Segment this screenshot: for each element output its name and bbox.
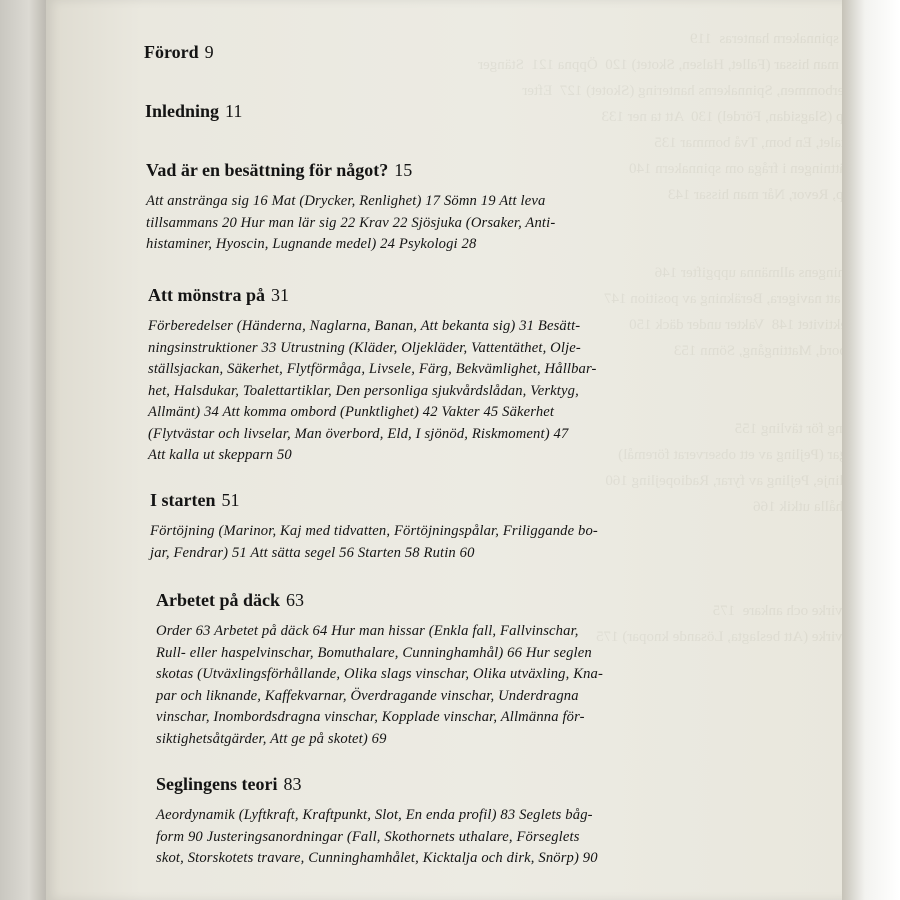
section-heading (156, 590, 603, 611)
toc-section-besattning (146, 160, 555, 256)
section-entries (146, 191, 555, 256)
section-heading (144, 42, 214, 63)
entry-line: Rull- eller haspelvinschar, Bomuthalare, Cunninghamhål) 66 Hur seglen (156, 644, 592, 661)
section-title: I starten (150, 490, 216, 510)
entry-line: form 90 Justeringsanordningar (Fall, Skothornets uthalare, Förseglets (156, 828, 580, 845)
toc-section-starten (150, 490, 598, 564)
section-entries (156, 805, 598, 870)
entry-line: Allmänt) 34 Att komma ombord (Punktlighet) 42 Vakter 45 Säkerhet (148, 404, 555, 420)
entry-line: tillsammans 20 Hur man lär sig 22 Krav 22 Sjösjuka (Orsaker, Anti- (146, 214, 556, 231)
section-page-number: 11 (225, 101, 243, 121)
entry-line: histaminer, Hyoscin, Lugnande medel) 24 Psykologi 28 (146, 236, 477, 252)
toc-section-teori (156, 774, 598, 870)
entry-line: skot, Storskotets travare, Cunninghamhålet, Kicktalja och dirk, Snörp) 90 (156, 850, 598, 866)
section-title: Arbetet på däck (156, 590, 280, 610)
section-entries (148, 316, 597, 467)
background-edge (842, 0, 900, 900)
section-heading (150, 490, 598, 511)
section-page-number: 83 (283, 774, 302, 794)
section-entries (150, 521, 598, 564)
toc-section-monstra (148, 285, 597, 467)
section-page-number: 15 (394, 160, 413, 180)
show-through-text: spinnakern hanteras 119 man hissar (Fallet, Halsen, Skotet) 120 Öppna 121 Stänger nakerbommen, Spinnakerns hantering (Skotet) 127 Efter (Slagsidan, Fördel) 130 Att ta ner 133 flertalet, En bom, Två bommar 135 besättningen i fråga om spinnakern 140 Revor, Når man hissar 143 sattningens allmänna uppgifter 146 att navigera, Beräkning av position 147 Effektivitet 148 Vakter under däck 150 ombord, Mattingång, Sömn 153 för tävling 155 (Pejling av ett observerat föremål) Enslinje, Pejling av fyrar, Radiopejling 160 hålla utkik 166 Tågvirke och ankare 175 Tågvirke (Att beslagta, Lösande knopar) 175 (478, 31, 866, 645)
section-entries (156, 621, 603, 750)
entry-line: ningsinstruktioner 33 Utrustning (Kläder, Oljekläder, Vattentäthet, Olje- (148, 339, 581, 356)
section-title: Att mönstra på (148, 285, 265, 305)
section-title: Seglingens teori (156, 774, 278, 794)
section-heading (156, 774, 598, 795)
toc-section-arbetet (156, 590, 603, 750)
section-title: Vad är en besättning för något? (146, 160, 389, 180)
book-gutter (0, 0, 48, 900)
section-heading (145, 101, 242, 122)
table-of-contents (46, 0, 846, 900)
entry-line: (Flytvästar och livselar, Man överbord, Eld, I sjönöd, Riskmoment) 47 (148, 425, 569, 442)
section-page-number: 31 (271, 285, 289, 305)
entry-line: Förberedelser (Händerna, Naglarna, Banan, Att bekanta sig) 31 Besätt- (148, 318, 581, 334)
book-page (46, 0, 866, 900)
entry-line: Att kalla ut skepparn 50 (148, 447, 292, 463)
entry-line: skotas (Utväxlingsförhållande, Olika slags vinschar, Olika utväxling, Kna- (156, 666, 603, 682)
entry-line: Order 63 Arbetet på däck 64 Hur man hissar (Enkla fall, Fallvinschar, (156, 623, 579, 639)
entry-line: Förtöjning (Marinor, Kaj med tidvatten, Förtöjningspålar, Friliggande bo- (150, 523, 598, 539)
entry-line: Att anstränga sig 16 Mat (Drycker, Renlighet) 17 Sömn 19 Att leva (146, 193, 546, 209)
section-title: Inledning (145, 101, 220, 121)
section-heading (146, 160, 555, 181)
entry-line: ställsjackan, Säkerhet, Flytförmåga, Livsele, Färg, Bekvämlighet, Hållbar- (148, 361, 597, 377)
entry-line: jar, Fendrar) 51 Att sätta segel 56 Starten 58 Rutin 60 (150, 544, 475, 561)
section-page-number: 51 (221, 490, 240, 510)
entry-line: par och liknande, Kaffekvarnar, Överdragande vinschar, Underdragna (156, 687, 579, 704)
toc-section-inledning (145, 101, 242, 122)
toc-section-forord (144, 42, 214, 63)
section-heading (148, 285, 597, 306)
entry-line: siktighetsåtgärder, Att ge på skotet) 69 (156, 730, 387, 747)
entry-line: Aeordynamik (Lyftkraft, Kraftpunkt, Slot, En enda profil) 83 Seglets båg- (156, 807, 593, 823)
entry-line: het, Halsdukar, Toalettartiklar, Den personliga sjukvårdslådan, Verktyg, (148, 382, 579, 399)
section-title: Förord (144, 42, 199, 62)
entry-line: vinschar, Inombordsdragna vinschar, Kopplade vinschar, Allmänna för- (156, 709, 585, 725)
section-page-number: 63 (286, 590, 304, 610)
section-page-number: 9 (204, 42, 214, 62)
